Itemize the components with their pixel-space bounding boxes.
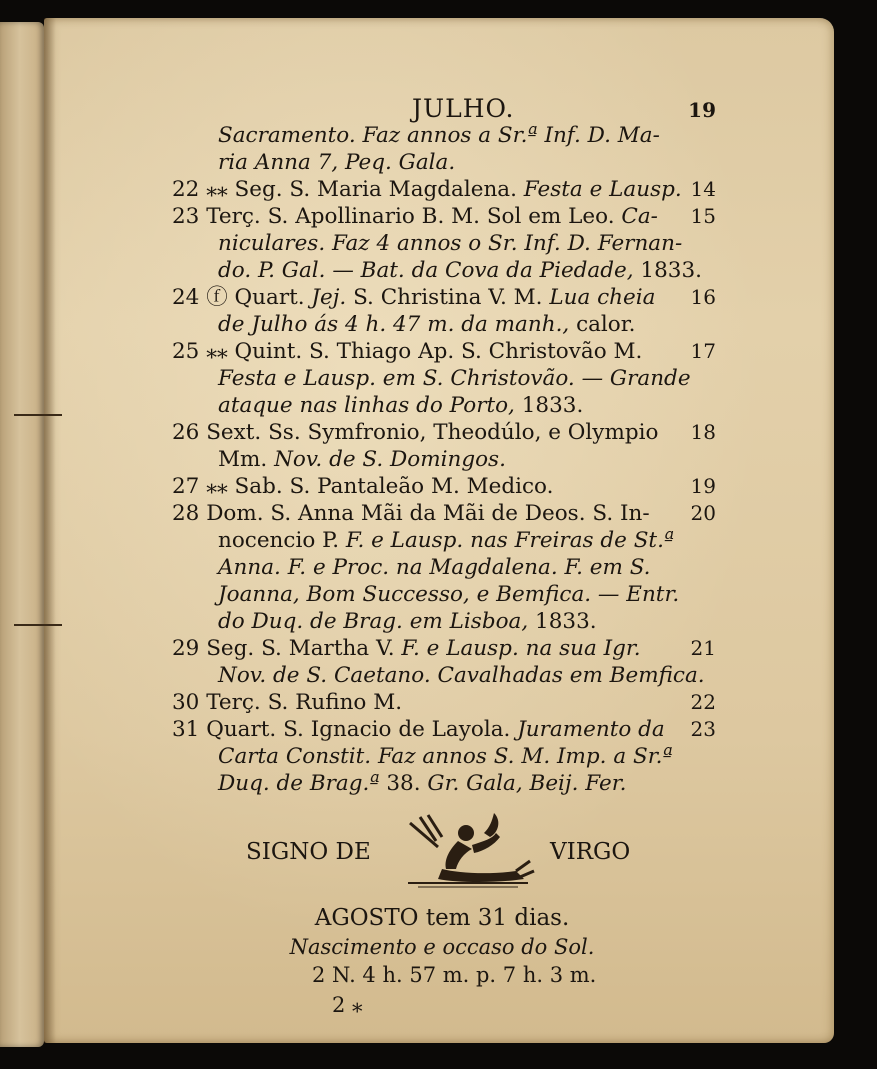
next-month-title: AGOSTO tem 31 dias. — [314, 905, 570, 931]
roman-text: 28 Dom. S. Anna Mãi da Mãi de Deos. S. In- — [172, 501, 650, 526]
roman-text: nocencio P. — [218, 528, 346, 553]
italic-text: Nov. de S. Domingos. — [274, 447, 506, 472]
day-of-year-number: 23 — [690, 717, 716, 741]
entry-line — [172, 149, 712, 176]
day-of-year-number: 19 — [690, 474, 716, 498]
page-content — [172, 90, 716, 1023]
roman-text: Mm. — [218, 447, 275, 472]
page-gutter-shadow — [44, 18, 56, 1043]
roman-text: 22 ⁎⁎ Seg. S. Maria Magdalena. — [172, 177, 524, 202]
running-title: JULHO. — [412, 94, 515, 123]
entry-line — [172, 581, 712, 608]
entry-line — [172, 635, 716, 662]
day-of-year-number: 14 — [690, 177, 716, 201]
entry-line — [172, 176, 716, 203]
day-of-year-number: 22 — [690, 690, 716, 714]
page-header — [172, 90, 716, 123]
italic-text: Lua cheia — [549, 285, 656, 310]
italic-text: Duq. de Brag.ª — [218, 771, 380, 796]
entry-line — [172, 743, 712, 770]
entry-line — [172, 257, 712, 284]
entry-line — [172, 419, 716, 446]
roman-text: 1833. — [514, 393, 584, 418]
sign-name: VIRGO — [550, 839, 631, 865]
entry-line — [172, 716, 716, 743]
entry-line — [172, 527, 712, 554]
page-number: 19 — [688, 98, 716, 122]
roman-text: 25 ⁎⁎ Quint. S. Thiago Ap. S. Christovão M. — [172, 339, 643, 364]
binding-thread — [14, 624, 62, 626]
roman-text: S. Christina V. M. — [346, 285, 550, 310]
italic-text: Carta Constit. Faz annos S. M. Imp. a Sr.ª — [218, 744, 673, 769]
day-of-year-number: 21 — [690, 636, 716, 660]
entry-line — [172, 608, 712, 635]
entry-line — [172, 662, 712, 689]
binding-thread — [14, 414, 62, 416]
roman-text: 1833. — [633, 258, 702, 283]
day-of-year-number: 20 — [690, 501, 716, 525]
day-of-year-number: 17 — [690, 339, 716, 363]
roman-text: 30 Terç. S. Rufino M. — [172, 690, 403, 715]
italic-text: de Julho ás 4 h. 47 m. da manh., — [218, 312, 570, 337]
italic-text: F. e Lausp. nas Freiras de St.ª — [345, 528, 675, 553]
italic-text: Festa e Lausp. — [523, 177, 682, 202]
virgo-figure-icon — [398, 811, 538, 893]
entry-line — [172, 311, 712, 338]
entry-line — [172, 338, 716, 365]
entry-line — [172, 689, 716, 716]
italic-text: Juramento da — [517, 717, 665, 742]
italic-text: Anna. F. e Proc. na Magdalena. F. em S. — [218, 555, 651, 580]
roman-text: 1833. — [528, 609, 597, 634]
entry-line — [172, 770, 712, 797]
roman-text: 29 Seg. S. Martha V. — [172, 636, 402, 661]
italic-text: ataque nas linhas do Porto, — [218, 393, 515, 418]
entry-line — [172, 473, 716, 500]
italic-text: do Duq. de Brag. em Lisboa, — [218, 609, 529, 634]
roman-text: calor. — [569, 312, 636, 337]
roman-text: 24 ⓕ Quart. — [172, 285, 312, 310]
entry-line — [172, 446, 712, 473]
entry-line — [172, 284, 716, 311]
sign-label: SIGNO DE — [246, 839, 371, 865]
zodiac-sign-block — [172, 811, 712, 901]
italic-text: Festa e Lausp. em S. Christovão. — Grande — [218, 366, 691, 391]
left-page-edge — [0, 22, 44, 1047]
entry-line — [172, 203, 716, 230]
calendar-entries — [172, 122, 716, 797]
day-of-year-number: 18 — [690, 420, 716, 444]
italic-text: niculares. Faz 4 annos o Sr. Inf. D. Fernan- — [218, 231, 683, 256]
entry-line — [172, 365, 712, 392]
entry-line — [172, 230, 712, 257]
entry-line — [172, 500, 716, 527]
italic-text: Ca- — [621, 204, 658, 229]
italic-text: do. P. Gal. — Bat. da Cova da Piedade, — [218, 258, 634, 283]
entry-line — [172, 122, 712, 149]
entry-line — [172, 554, 712, 581]
roman-text: 38. — [379, 771, 428, 796]
day-of-year-number: 15 — [690, 204, 716, 228]
italic-text: Gr. Gala, Beij. Fer. — [427, 771, 627, 796]
roman-text: 26 Sext. Ss. Symfronio, Theodúlo, e Olympio — [172, 420, 659, 445]
italic-text: Nov. de S. Caetano. Cavalhadas em Bemfica. — [218, 663, 705, 688]
almanac-page — [44, 18, 834, 1043]
roman-text: 23 Terç. S. Apollinario B. M. Sol em Leo. — [172, 204, 622, 229]
roman-text: 27 ⁎⁎ Sab. S. Pantaleão M. Medico. — [172, 474, 554, 499]
next-month-first-entry: 2 ⁎ — [332, 993, 363, 1017]
day-of-year-number: 16 — [690, 285, 716, 309]
sun-heading: Nascimento e occaso do Sol. — [289, 935, 595, 959]
italic-text: Jej. — [311, 285, 347, 310]
italic-text: F. e Lausp. na sua Igr. — [401, 636, 641, 661]
roman-text: 31 Quart. S. Ignacio de Layola. — [172, 717, 518, 742]
sun-times: 2 N. 4 h. 57 m. p. 7 h. 3 m. — [312, 963, 597, 987]
italic-text: Joanna, Bom Successo, e Bemfica. — Entr. — [218, 582, 680, 607]
italic-text: Sacramento. Faz annos a Sr.ª Inf. D. Ma- — [218, 123, 660, 148]
italic-text: ria Anna 7, Peq. Gala. — [218, 150, 456, 175]
entry-line — [172, 392, 712, 419]
